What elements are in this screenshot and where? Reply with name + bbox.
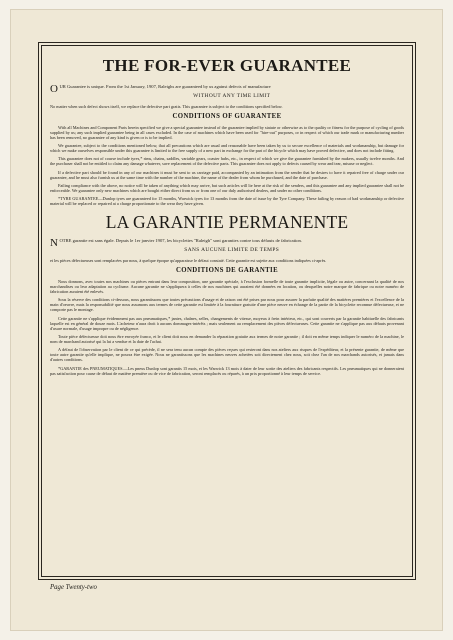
french-conditions-heading: CONDITIONS DE GARANTIE — [175, 267, 279, 275]
english-paragraph: Failing compliance with the above, no notice will be taken of anything which may arrive, but such articles will lie here at the risk of the senders, and this guarantee and any implied guarantee shall not be enforceable. We guarantee only new machines which are bought either direct from us or from one of our duly authorised dealers, and under no other conditions. — [50, 182, 404, 193]
english-paragraph: With all Machines and Component Parts herein specified we give a special guarantee instead of the guarantee implied by statute or otherwise as to the quality or fitness for the purpose of cycling of goods supplied by us; any such implied guarantee being in all cases excluded. In the case of machines which have been used for "hire-out" purposes, or in respect of which our trade mark or manufacturing number has been removed, no guarantee of any kind is given or is to be implied. — [50, 124, 404, 140]
french-paragraph: Sous la réserve des conditions ci-dessous, nous garantissons que toutes précautions d'usage et de raison ont été prises par nous pour assurer la parfaite qualité des matières premières et l'excellence de la main d'oeuvre, mais la responsabilité que nous assumons aux termes de cette garantie est limitée à la fourniture gratuite d'une pièce neuve en échange de la partie de la bicyclette reconnue défectueuse, et ne comporte pas le montage. — [50, 297, 404, 313]
page-number: Page Twenty-two — [50, 584, 97, 591]
french-title: LA GARANTIE PERMANENTE — [105, 212, 349, 233]
english-intro — [50, 83, 404, 95]
page-content — [50, 56, 404, 379]
french-dropcap: N — [50, 237, 58, 250]
french-tyre-note: *GARANTIE des PNEUMATIQUES.—Les pneus Dunlop sont garantis 15 mois, et les Warwick 13 mois à dater de leur sortie des ateliers des fabricants respectifs. Les pneumatiques qui ne donneraient pas satisfaction pour cause de défaut de matière première ou de vice de fabrication, seront remplacés ou réparés, à un prix proportionné à leur temps de service. — [50, 365, 404, 376]
english-title: THE FOR-EVER GUARANTEE — [102, 56, 352, 75]
english-tyre-note: *TYRE GUARANTEE—Dunlop tyres are guaranteed for 15 months, Warwick tyres for 13 months from the date of issue by the Tyre Company. These failing by reason of bad workmanship or defective material will be replaced or repaired at a charge proportionate to the wear they have given. — [50, 196, 404, 207]
french-paragraph: Toute pièce défectueuse doit nous être envoyée franco, et le client doit nous en demander la réparation gratuite aux termes de notre garantie ; il doit en même temps indiquer le numéro de la machine, le nom de marchand autorisé qui la lui a vendue et la date de l'achat. — [50, 334, 404, 345]
french-time-limit: SANS AUCUNE LIMITE DE TEMPS — [184, 246, 280, 253]
french-paragraph: Nous donnons, avec toutes nos machines ou pièces entrant dans leur composition, une garantie spéciale, à l'exclusion formelle de toute garantie implicite, légale ou autre, concernant la qualité de nos marchandises ou leur adaptation au cyclisme. Aucune garantie ne s'appliquera à celles de nos machines qui auraient été données en location, ou desquelles notre marque de fabrique ou notre numéro de fabrication auraient été enlevés. — [50, 279, 404, 295]
english-time-limit: WITHOUT ANY TIME LIMIT — [193, 92, 271, 99]
english-intro-text: UR Guarantee is unique. From the 1st January, 1907, Raleighs are guaranteed by us against defects of manufacture — [59, 84, 271, 89]
english-paragraph: If a defective part should be found in any of our machines it must be sent to us carriage paid, accompanied by an intimation from the sender that he desires to have it repaired free of charge under our guarantee, and he must also furnish us at the same time with the number of the machine, the name of the dealer from whom he purchased, and the date of purchase. — [50, 169, 404, 180]
english-paragraph: We guarantee, subject to the conditions mentioned below, that all precautions which are usual and reasonable have been taken by us to secure excellence of materials and workmanship, but damage for which we make ourselves responsible under this guarantee is limited to the free supply of a new part in exchange for the part of the bicycle which may have proved defective, and does not include fitting. — [50, 143, 404, 154]
french-intro-text: OTRE garantie est sans égale. Depuis le 1er janvier 1907, les bicyclettes "Raleigh" sont garanties contre tous défauts de fabrication. — [59, 238, 302, 244]
english-conditions-heading: CONDITIONS OF GUARANTEE — [172, 112, 282, 120]
english-intro-2: No matter when such defect shows itself, we replace the defective part gratis. This guarantee is subject to the conditions specified below. — [50, 103, 283, 109]
english-dropcap: O — [50, 83, 58, 95]
french-intro-2: et les pièces défectueuses sont remplacées par nous, à quelque époque qu'apparaisse le défaut constaté. Cette garantie est sujette aux conditions indiquées ci-après. — [50, 257, 327, 263]
french-paragraph: A défaut de l'observation par le client de ce qui précède, il ne sera tenu aucun compte des pièces reçues qui resteront dans nos ateliers aux risques de l'expéditeur, et la présente garantie, de même que toute autre garantie qu'elle implique, ne pourra être exigée. Nous ne garantissons que les machines neuves achetées soit directement chez nous, soit chez l'un de nos marchands autorisés, et jamais dans d'autres conditions. — [50, 347, 404, 363]
french-paragraph: Cette garantie ne s'applique évidemment pas aux pneumatiques,* jantes, chaînes, selles, changements de vitesse, moyeux à frein intérieur, etc., qui sont couverts par la garantie habituelle des fabricants laquelle est en général de douze mois. L'acheteur n'aura droit à aucuns dommages-intérêts ; mais seulement au remplacement des pièces défectueuses. Cette garantie ne s'applique pas aux défauts provenant d'usure normale, d'usage impropre ou de négligence. — [50, 315, 404, 331]
english-paragraph: This guarantee does not of course include tyres,* rims, chains, saddles, variable gears, coaster hubs, etc., in respect of which we give the guarantee furnished by the makers, usually twelve months. And the purchaser shall not be entitled to claim any damage whatever, save replacement of the defective parts. This guarantee does not apply to defects caused by wear and tear, misuse or neglect. — [50, 156, 404, 167]
